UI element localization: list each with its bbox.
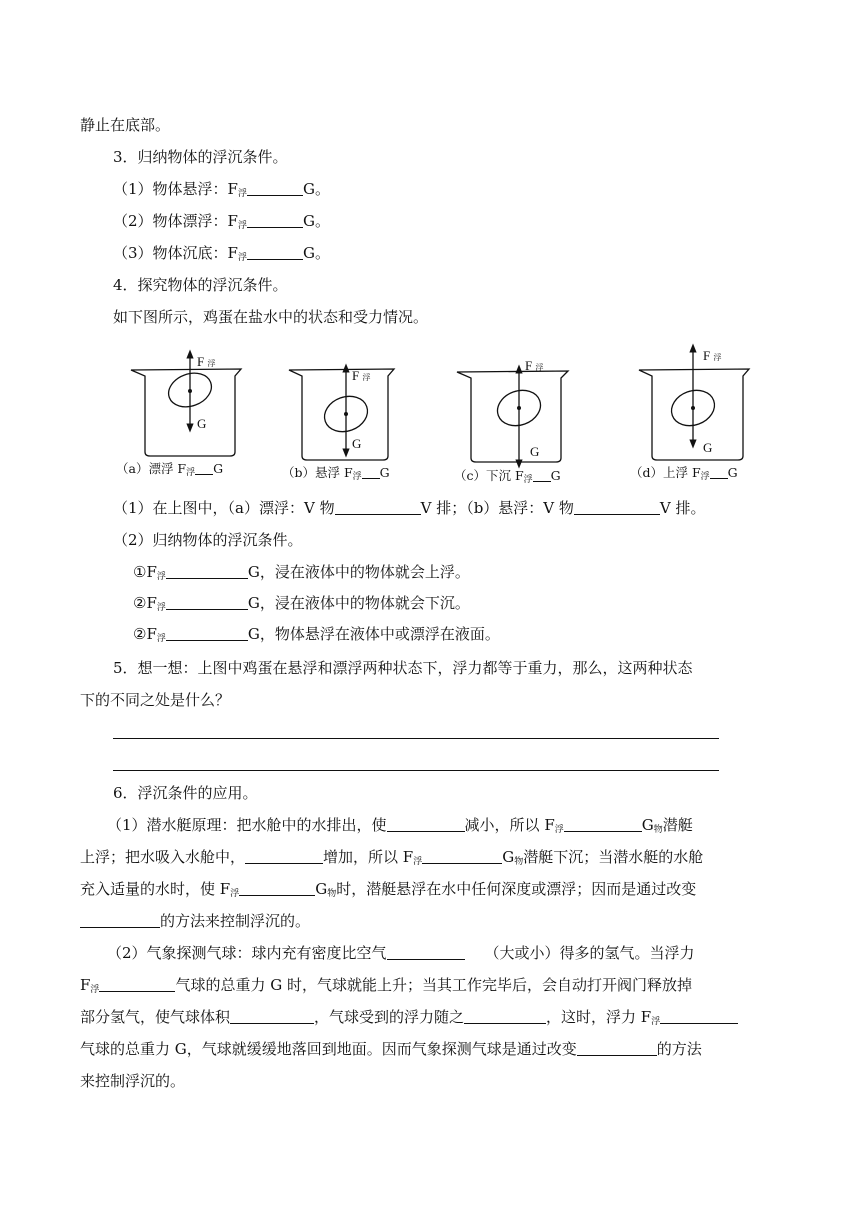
s6-p2-line2: $F_浮$ 气球的总重力 G 时，气球就能上升；当其工作完毕后，会自动打开阀门释放掉: [80, 976, 692, 995]
s6-p2-line5: 来控制浮沉的。: [80, 1072, 186, 1090]
answer-blank[interactable]: [247, 180, 303, 196]
s3-title: 3．归纳物体的浮沉条件。: [113, 148, 288, 166]
s5-line1: 5．想一想：上图中鸡蛋在悬浮和漂浮两种状态下，浮力都等于重力，那么，这两种状态: [113, 659, 693, 677]
answer-blank[interactable]: [245, 848, 323, 864]
s6-p1-line1: （1）潜水艇原理：把水舱中的水排出，使 减小，所以 $F_浮$ $G_物$潜艇: [107, 816, 693, 835]
figure-caption-d: （d）上浮 $F_浮$ G: [630, 465, 738, 482]
answer-blank[interactable]: [660, 1008, 738, 1024]
answer-blank[interactable]: [387, 944, 465, 960]
answer-blank[interactable]: [464, 1008, 546, 1024]
answer-blank[interactable]: [422, 848, 502, 864]
s3-item: （3）物体沉底：$F_浮$ G。: [113, 244, 330, 263]
figure-caption-b: （b）悬浮 $F_浮$ G: [282, 465, 390, 482]
answer-blank[interactable]: [230, 1008, 314, 1024]
answer-blank[interactable]: [335, 499, 421, 515]
answer-blank[interactable]: [166, 563, 248, 579]
answer-blank[interactable]: [239, 880, 315, 896]
label-g: G: [703, 440, 713, 455]
figure-caption-c: （c）下沉 $F_浮$ G: [454, 468, 561, 485]
s4-q1: （1）在上图中，（a）漂浮：V 物 V 排；（b）悬浮：V 物 V 排。: [113, 499, 706, 517]
s3-item: （2）物体漂浮：$F_浮$ G。: [113, 212, 330, 231]
answer-blank[interactable]: [574, 499, 660, 515]
s6-p2-line1: （2）气象探测气球：球内充有密度比空气 （大或小）得多的氢气。当浮力: [107, 944, 695, 962]
answer-blank[interactable]: [166, 594, 248, 610]
answer-line[interactable]: [113, 770, 719, 771]
s4-desc: 如下图所示，鸡蛋在盐水中的状态和受力情况。: [113, 308, 429, 326]
label-f: F 浮: [525, 358, 544, 373]
intro-tail: 静止在底部。: [80, 116, 171, 134]
label-g: G: [530, 444, 540, 459]
figure-caption-a: （a）漂浮 $F_浮$ G: [116, 461, 224, 478]
label-f: F 浮: [703, 348, 722, 363]
answer-blank[interactable]: [247, 212, 303, 228]
s6-p1-line4: 的方法来控制浮沉的。: [80, 910, 310, 932]
answer-blank[interactable]: [577, 1040, 657, 1056]
beaker-d: [639, 369, 749, 460]
answer-blank[interactable]: [99, 976, 175, 992]
s6-p2-line3: 部分氢气，使气球体积 ，气球受到的浮力随之 ，这时，浮力 $F_浮$: [80, 1006, 738, 1033]
s6-title: 6．浮沉条件的应用。: [113, 784, 258, 802]
answer-line[interactable]: [113, 738, 719, 739]
s4-q2-item: $②F_浮$ G，浸在液体中的物体就会下沉。: [133, 594, 470, 613]
s6-p2-line4: 气球的总重力 G，气球就缓缓地落回到地面。因而气象探测气球是通过改变 的方法: [80, 1040, 702, 1058]
label-g: G: [197, 416, 207, 431]
s6-p1-line2: 上浮；把水吸入水舱中， 增加，所以 $F_浮$ $G_物$潜艇下沉；当潜水艇的水舱: [80, 848, 704, 867]
answer-blank[interactable]: [247, 244, 303, 260]
s6-p1-line3: 充入适量的水时，使 $F_浮$ $G_物$时，潜艇悬浮在水中任何深度或漂浮；因而是通过改变: [80, 880, 697, 899]
s4-q2-title: （2）归纳物体的浮沉条件。: [113, 531, 303, 549]
beaker-b: [289, 369, 394, 460]
s4-title: 4．探究物体的浮沉条件。: [113, 276, 288, 294]
answer-blank[interactable]: [564, 816, 642, 832]
answer-blank[interactable]: [387, 816, 465, 832]
label-f: F 浮: [197, 354, 216, 369]
label-g: G: [352, 436, 362, 451]
answer-blank[interactable]: [80, 912, 160, 928]
s5-line2: 下的不同之处是什么？: [80, 691, 231, 709]
beaker-c: [457, 371, 568, 462]
s4-q2-item: $②F_浮$ G，物体悬浮在液体中或漂浮在液面。: [133, 625, 500, 644]
s4-q2-item: $①F_浮$ G，浸在液体中的物体就会上浮。: [133, 563, 470, 582]
label-f: F 浮: [352, 368, 371, 383]
answer-blank[interactable]: [166, 625, 248, 641]
s3-item: （1）物体悬浮：$F_浮$ G。: [113, 180, 330, 199]
beaker-a: [131, 369, 241, 456]
